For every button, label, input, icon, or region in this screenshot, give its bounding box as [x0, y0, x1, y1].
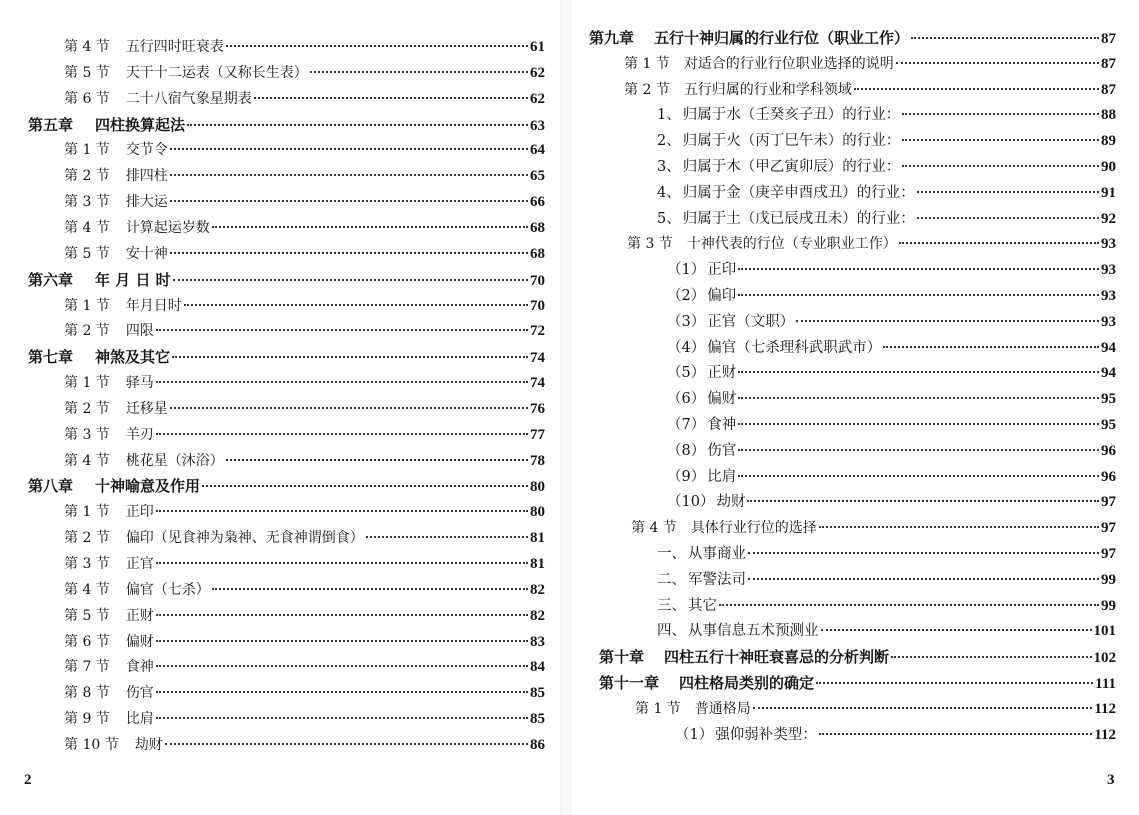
dot-leader — [156, 380, 528, 383]
toc-entry-section — [64, 34, 545, 60]
toc-entry-page-number: 95 — [1101, 417, 1116, 433]
toc-entry-page-number: 99 — [1101, 597, 1116, 614]
toc-entry-title: 归属于水（壬癸亥子丑）的行业： — [682, 107, 901, 124]
toc-entry-number: （7） — [667, 417, 706, 433]
toc-entry-title: 四柱格局类别的确定 — [679, 674, 815, 692]
toc-entry-number: 第 4 节 — [64, 581, 110, 598]
dot-leader — [819, 732, 1093, 735]
toc-entry-page-number: 95 — [1101, 391, 1116, 408]
toc-entry-title: 年月日时 — [125, 297, 182, 314]
toc-entry-item — [657, 618, 1116, 644]
toc-entry-title: 从事信息五术预测业 — [688, 623, 819, 640]
toc-entry-item — [667, 335, 1116, 361]
toc-entry-item — [667, 360, 1116, 386]
toc-entry-page-number: 62 — [530, 64, 545, 81]
toc-entry-chapter — [589, 25, 1116, 51]
dot-leader — [156, 561, 528, 564]
toc-entry-section — [64, 577, 545, 603]
toc-entry-number: 3、 — [657, 159, 681, 175]
toc-entry-chapter — [28, 473, 545, 499]
toc-entry-page-number: 68 — [530, 219, 545, 236]
toc-entry-section — [635, 696, 1116, 722]
toc-entry-number: 第七章 — [28, 348, 74, 367]
toc-entry-title: 食神 — [707, 417, 737, 433]
toc-entry-number: 第 5 节 — [64, 245, 110, 262]
toc-entry-title: 偏财 — [125, 633, 154, 650]
toc-entry-section — [64, 422, 545, 448]
toc-entry-chapter — [599, 670, 1116, 696]
dot-leader — [891, 655, 1091, 658]
toc-entry-number: 第 3 节 — [64, 426, 110, 443]
dot-leader — [911, 36, 1099, 39]
dot-leader — [156, 432, 528, 435]
toc-entry-title: 归属于金（庚辛申酉戌丑）的行业： — [682, 184, 915, 201]
toc-entry-section — [631, 515, 1116, 541]
toc-entry-page-number: 97 — [1101, 494, 1116, 511]
dot-leader — [184, 303, 528, 306]
toc-entry-chapter — [28, 267, 545, 293]
toc-entry-page-number: 93 — [1101, 288, 1116, 304]
toc-entry-title: 驿马 — [125, 375, 154, 392]
toc-entry-page-number: 92 — [1101, 210, 1116, 227]
toc-entry-chapter — [28, 344, 545, 370]
toc-entry-number: 第 4 节 — [631, 520, 677, 537]
dot-leader — [170, 173, 528, 176]
toc-entry-page-number: 77 — [530, 426, 545, 443]
toc-entry-title: 偏官（七杀理科武职武市） — [707, 339, 882, 356]
toc-entry-section — [64, 448, 545, 474]
toc-entry-title: 排大运 — [125, 194, 168, 211]
toc-entry-title: 比肩 — [125, 711, 154, 728]
toc-entry-section — [64, 293, 545, 319]
toc-entry-page-number: 89 — [1101, 133, 1116, 150]
toc-entry-page-number: 64 — [530, 142, 545, 159]
toc-entry-section — [64, 370, 545, 396]
dot-leader — [172, 355, 528, 358]
dot-leader — [173, 278, 528, 281]
dot-leader — [156, 328, 528, 331]
toc-entry-page-number: 93 — [1101, 262, 1116, 279]
toc-entry-number: （10） — [667, 494, 715, 511]
dot-leader — [202, 484, 528, 487]
toc-entry-page-number: 96 — [1101, 442, 1116, 459]
toc-entry-number: 第九章 — [589, 29, 635, 47]
toc-entry-page-number: 101 — [1093, 623, 1116, 640]
toc-entry-title: 正财 — [707, 365, 737, 382]
toc-entry-page-number: 93 — [1101, 313, 1116, 330]
toc-entry-title: 从事商业 — [688, 546, 746, 562]
dot-leader — [212, 587, 528, 590]
toc-entry-page-number: 83 — [530, 633, 545, 650]
toc-entry-page-number: 61 — [530, 39, 545, 55]
toc-entry-title: 五行十神归属的行业行位（职业工作） — [654, 29, 910, 47]
toc-entry-title: 偏印 — [707, 288, 737, 304]
toc-entry-item — [657, 102, 1116, 128]
toc-entry-page-number: 97 — [1101, 520, 1116, 537]
dot-leader — [738, 422, 1099, 425]
toc-entry-title: 对适合的行业行位职业选择的说明 — [683, 55, 894, 72]
toc-entry-page-number: 88 — [1101, 107, 1116, 124]
toc-entry-page-number: 70 — [530, 297, 545, 314]
dot-leader — [738, 474, 1099, 477]
toc-entry-number: 第 5 节 — [64, 64, 110, 81]
dot-leader — [899, 241, 1099, 244]
dot-leader — [719, 603, 1099, 606]
dot-leader — [816, 681, 1093, 684]
toc-entry-title: 排四柱 — [125, 168, 168, 185]
toc-entry-title: 四柱五行十神旺衰喜忌的分析判断 — [664, 648, 890, 667]
toc-entry-number: （1） — [667, 262, 706, 279]
toc-entry-number: 第 3 节 — [627, 236, 673, 253]
toc-entry-number: 第 2 节 — [64, 400, 110, 417]
toc-entry-item — [667, 438, 1116, 464]
right-page — [572, 0, 1139, 815]
dot-leader — [156, 690, 528, 693]
toc-entry-title: 正印 — [125, 504, 154, 521]
toc-entry-page-number: 74 — [530, 350, 545, 367]
toc-entry-page-number: 87 — [1101, 55, 1116, 72]
toc-entry-title: 正官（文职） — [707, 313, 795, 330]
toc-entry-section — [64, 137, 545, 163]
toc-entry-item — [667, 283, 1116, 309]
toc-entry-number: 三、 — [657, 597, 686, 614]
toc-entry-number: （5） — [667, 365, 706, 382]
toc-entry-section — [64, 732, 545, 758]
toc-entry-page-number: 70 — [530, 272, 545, 289]
dot-leader — [170, 147, 528, 150]
dot-leader — [902, 112, 1099, 115]
dot-leader — [896, 61, 1099, 64]
toc-entry-section — [624, 77, 1116, 103]
toc-entry-title: 具体行业行位的选择 — [690, 520, 817, 537]
toc-entry-number: 第六章 — [28, 270, 74, 289]
dot-leader — [156, 716, 528, 719]
toc-entry-number: 二、 — [657, 571, 686, 588]
toc-entry-title: 伤官 — [707, 442, 737, 459]
toc-entry-number: 第 8 节 — [64, 685, 110, 702]
toc-entry-page-number: 97 — [1101, 546, 1116, 562]
toc-entry-title: 强仰弱补类型： — [715, 726, 817, 743]
toc-entry-number: 第 3 节 — [64, 194, 110, 211]
toc-entry-item — [657, 180, 1116, 206]
toc-entry-section — [64, 629, 545, 655]
toc-entry-number: 一、 — [657, 546, 686, 562]
toc-entry-page-number: 102 — [1093, 650, 1116, 667]
toc-entry-title: 正官 — [125, 556, 154, 572]
toc-entry-title: 五行四时旺衰表 — [125, 39, 224, 55]
toc-entry-item — [667, 489, 1116, 515]
toc-entry-title: 安十神 — [125, 245, 168, 262]
dot-leader — [170, 199, 528, 202]
toc-entry-page-number: 62 — [530, 90, 545, 107]
toc-entry-number: （9） — [667, 468, 706, 485]
toc-entry-item — [657, 567, 1116, 593]
toc-entry-title: 天干十二运表（又称长生表） — [125, 64, 308, 81]
dot-leader — [170, 251, 528, 254]
toc-entry-section — [64, 86, 545, 112]
toc-entry-number: 第 1 节 — [64, 142, 110, 159]
toc-entry-page-number: 85 — [530, 685, 545, 702]
dot-leader — [821, 628, 1092, 631]
toc-entry-title: 正财 — [125, 607, 154, 624]
toc-entry-section — [64, 396, 545, 422]
toc-entry-title: 五行归属的行业和学科领域 — [683, 81, 852, 98]
toc-entry-number: 2、 — [657, 133, 681, 150]
dot-leader — [170, 406, 528, 409]
toc-entry-number: （6） — [667, 391, 706, 408]
dot-leader — [917, 216, 1099, 219]
page-folio-number: 2 — [24, 772, 32, 788]
toc-entry-number: （4） — [667, 339, 706, 356]
toc-entry-page-number: 74 — [530, 375, 545, 392]
toc-entry-title: 正印 — [707, 262, 737, 279]
toc-entry-section — [64, 499, 545, 525]
toc-entry-number: 4、 — [657, 184, 681, 201]
book-gutter — [560, 0, 572, 815]
toc-entry-item — [675, 722, 1116, 748]
toc-entry-number: 第 10 节 — [64, 736, 119, 753]
toc-entry-section — [624, 51, 1116, 77]
toc-entry-section — [64, 603, 545, 629]
toc-entry-title: 神煞及其它 — [95, 348, 171, 367]
dot-leader — [917, 190, 1099, 193]
toc-entry-number: 第 2 节 — [64, 530, 110, 547]
toc-entry-section — [64, 318, 545, 344]
toc-entry-page-number: 81 — [530, 530, 545, 547]
toc-entry-item — [667, 412, 1116, 438]
toc-entry-page-number: 111 — [1095, 676, 1116, 692]
toc-entry-page-number: 63 — [530, 117, 545, 134]
toc-entry-section — [64, 163, 545, 189]
toc-entry-page-number: 87 — [1101, 31, 1116, 47]
toc-entry-section — [64, 654, 545, 680]
toc-entry-page-number: 94 — [1101, 339, 1116, 356]
toc-entry-title: 年 月 日 时 — [95, 270, 171, 289]
toc-entry-number: 第 1 节 — [64, 504, 110, 521]
toc-entry-number: 第 1 节 — [64, 375, 110, 392]
toc-entry-title: 偏财 — [707, 391, 737, 408]
toc-entry-number: 第 6 节 — [64, 90, 110, 107]
toc-entry-number: 第八章 — [28, 477, 74, 496]
toc-entry-number: 第五章 — [28, 115, 74, 134]
dot-leader — [226, 458, 528, 461]
toc-entry-page-number: 82 — [530, 607, 545, 624]
toc-entry-page-number: 94 — [1101, 365, 1116, 382]
toc-entry-section — [64, 680, 545, 706]
toc-entry-number: 第 2 节 — [64, 168, 110, 185]
toc-entry-title: 十神喻意及作用 — [95, 477, 201, 496]
dot-leader — [748, 577, 1099, 580]
toc-entry-page-number: 96 — [1101, 468, 1116, 485]
toc-entry-page-number: 65 — [530, 168, 545, 185]
toc-entry-page-number: 112 — [1094, 700, 1116, 717]
toc-entry-number: 第 2 节 — [64, 323, 110, 340]
toc-entry-number: （8） — [667, 442, 706, 459]
toc-entry-number: 四、 — [657, 623, 686, 640]
toc-entry-title: 计算起运岁数 — [125, 219, 210, 236]
toc-entry-number: 第 4 节 — [64, 39, 110, 55]
toc-entry-page-number: 85 — [530, 711, 545, 728]
toc-entry-section — [627, 231, 1116, 257]
toc-entry-number: 第十一章 — [599, 674, 660, 692]
toc-entry-page-number: 68 — [530, 245, 545, 262]
dot-leader — [738, 370, 1099, 373]
dot-leader — [753, 706, 1093, 709]
toc-entry-item — [657, 541, 1116, 567]
toc-entry-section — [64, 706, 545, 732]
toc-entry-item — [667, 257, 1116, 283]
toc-entry-title: 比肩 — [707, 468, 737, 485]
toc-entry-item — [667, 464, 1116, 490]
toc-entry-section — [64, 551, 545, 577]
toc-entry-section — [64, 241, 545, 267]
toc-entry-title: 迁移星 — [125, 400, 168, 417]
dot-leader — [366, 535, 528, 538]
toc-entry-chapter — [28, 112, 545, 138]
toc-entry-page-number: 76 — [530, 400, 545, 417]
toc-entry-number: （1） — [675, 726, 714, 743]
toc-entry-title: 归属于火（丙丁巳午未）的行业： — [682, 133, 901, 150]
dot-leader — [854, 87, 1099, 90]
dot-leader — [819, 525, 1099, 528]
toc-entry-page-number: 93 — [1101, 236, 1116, 253]
dot-leader — [156, 509, 528, 512]
toc-entry-number: 第 1 节 — [64, 297, 110, 314]
toc-entry-page-number: 72 — [530, 323, 545, 340]
toc-entry-page-number: 91 — [1101, 184, 1116, 201]
toc-entry-number: 5、 — [657, 210, 681, 227]
toc-entry-page-number: 81 — [530, 556, 545, 572]
toc-entry-title: 桃花星（沐浴） — [125, 452, 224, 469]
toc-entry-page-number: 84 — [530, 659, 545, 676]
toc-entry-page-number: 90 — [1101, 159, 1116, 175]
dot-leader — [902, 138, 1099, 141]
toc-entry-title: 十神代表的行位（专业职业工作） — [686, 236, 897, 253]
toc-entry-number: 第 2 节 — [624, 81, 670, 98]
toc-entry-item — [667, 309, 1116, 335]
toc-entry-section — [64, 189, 545, 215]
toc-entry-number: 第 9 节 — [64, 711, 110, 728]
toc-entry-item — [657, 206, 1116, 232]
toc-entry-title: 伤官 — [125, 685, 154, 702]
toc-entry-title: 归属于土（戊已辰戌丑未）的行业： — [682, 210, 915, 227]
toc-entry-number: 第十章 — [599, 648, 645, 667]
toc-entry-title: 四柱换算起法 — [95, 115, 186, 134]
toc-entry-number: 第 7 节 — [64, 659, 110, 676]
toc-entry-title: 四限 — [125, 323, 154, 340]
toc-entry-title: 归属于木（甲乙寅卯辰）的行业： — [682, 159, 901, 175]
toc-entry-item — [657, 128, 1116, 154]
toc-entry-number: 第 1 节 — [635, 700, 681, 717]
toc-entry-number: 第 5 节 — [64, 607, 110, 624]
toc-entry-number: 第 3 节 — [64, 556, 110, 572]
toc-entry-page-number: 112 — [1094, 726, 1116, 743]
dot-leader — [747, 499, 1099, 502]
dot-leader — [738, 293, 1099, 296]
toc-entry-page-number: 78 — [530, 452, 545, 469]
toc-entry-number: 第 4 节 — [64, 219, 110, 236]
toc-entry-number: 第 6 节 — [64, 633, 110, 650]
toc-entry-title: 军警法司 — [688, 571, 746, 588]
dot-leader — [738, 267, 1099, 270]
toc-entry-title: 普通格局 — [694, 700, 751, 717]
dot-leader — [226, 44, 528, 47]
dot-leader — [310, 70, 528, 73]
toc-entry-page-number: 99 — [1101, 571, 1116, 588]
toc-entry-item — [667, 386, 1116, 412]
toc-entry-title: 二十八宿气象星期表 — [125, 90, 252, 107]
toc-entry-title: 羊刃 — [125, 426, 154, 443]
toc-entry-title: 劫财 — [134, 736, 163, 753]
toc-entry-title: 偏官（七杀） — [125, 581, 210, 598]
left-page — [0, 0, 560, 815]
toc-entry-number: 第 1 节 — [624, 55, 670, 72]
toc-entry-chapter — [599, 644, 1116, 670]
dot-leader — [156, 639, 528, 642]
toc-entry-item — [657, 154, 1116, 180]
toc-entry-title: 偏印（见食神为枭神、无食神谓倒食） — [125, 530, 364, 547]
toc-entry-page-number: 66 — [530, 194, 545, 211]
toc-entry-section — [64, 60, 545, 86]
dot-leader — [212, 225, 528, 228]
toc-entry-page-number: 82 — [530, 581, 545, 598]
dot-leader — [254, 96, 528, 99]
toc-entry-title: 交节令 — [125, 142, 168, 159]
toc-entry-title: 劫财 — [716, 494, 746, 511]
toc-entry-title: 食神 — [125, 659, 154, 676]
toc-entry-section — [64, 215, 545, 241]
dot-leader — [902, 164, 1099, 167]
dot-leader — [738, 448, 1099, 451]
toc-entry-page-number: 86 — [530, 736, 545, 753]
toc-entry-item — [657, 593, 1116, 619]
dot-leader — [748, 551, 1099, 554]
toc-entry-number: 1、 — [657, 107, 681, 124]
toc-entry-number: 第 4 节 — [64, 452, 110, 469]
dot-leader — [796, 319, 1099, 322]
dot-leader — [187, 123, 528, 126]
dot-leader — [738, 396, 1099, 399]
toc-entry-page-number: 80 — [530, 504, 545, 521]
dot-leader — [156, 664, 528, 667]
toc-entry-section — [64, 525, 545, 551]
toc-entry-number: （2） — [667, 288, 706, 304]
dot-leader — [156, 613, 528, 616]
dot-leader — [165, 742, 528, 745]
toc-entry-number: （3） — [667, 313, 706, 330]
page-folio-number: 3 — [1107, 772, 1115, 788]
toc-entry-page-number: 87 — [1101, 81, 1116, 98]
toc-entry-page-number: 80 — [530, 479, 545, 496]
dot-leader — [883, 345, 1099, 348]
toc-entry-title: 其它 — [688, 597, 717, 614]
